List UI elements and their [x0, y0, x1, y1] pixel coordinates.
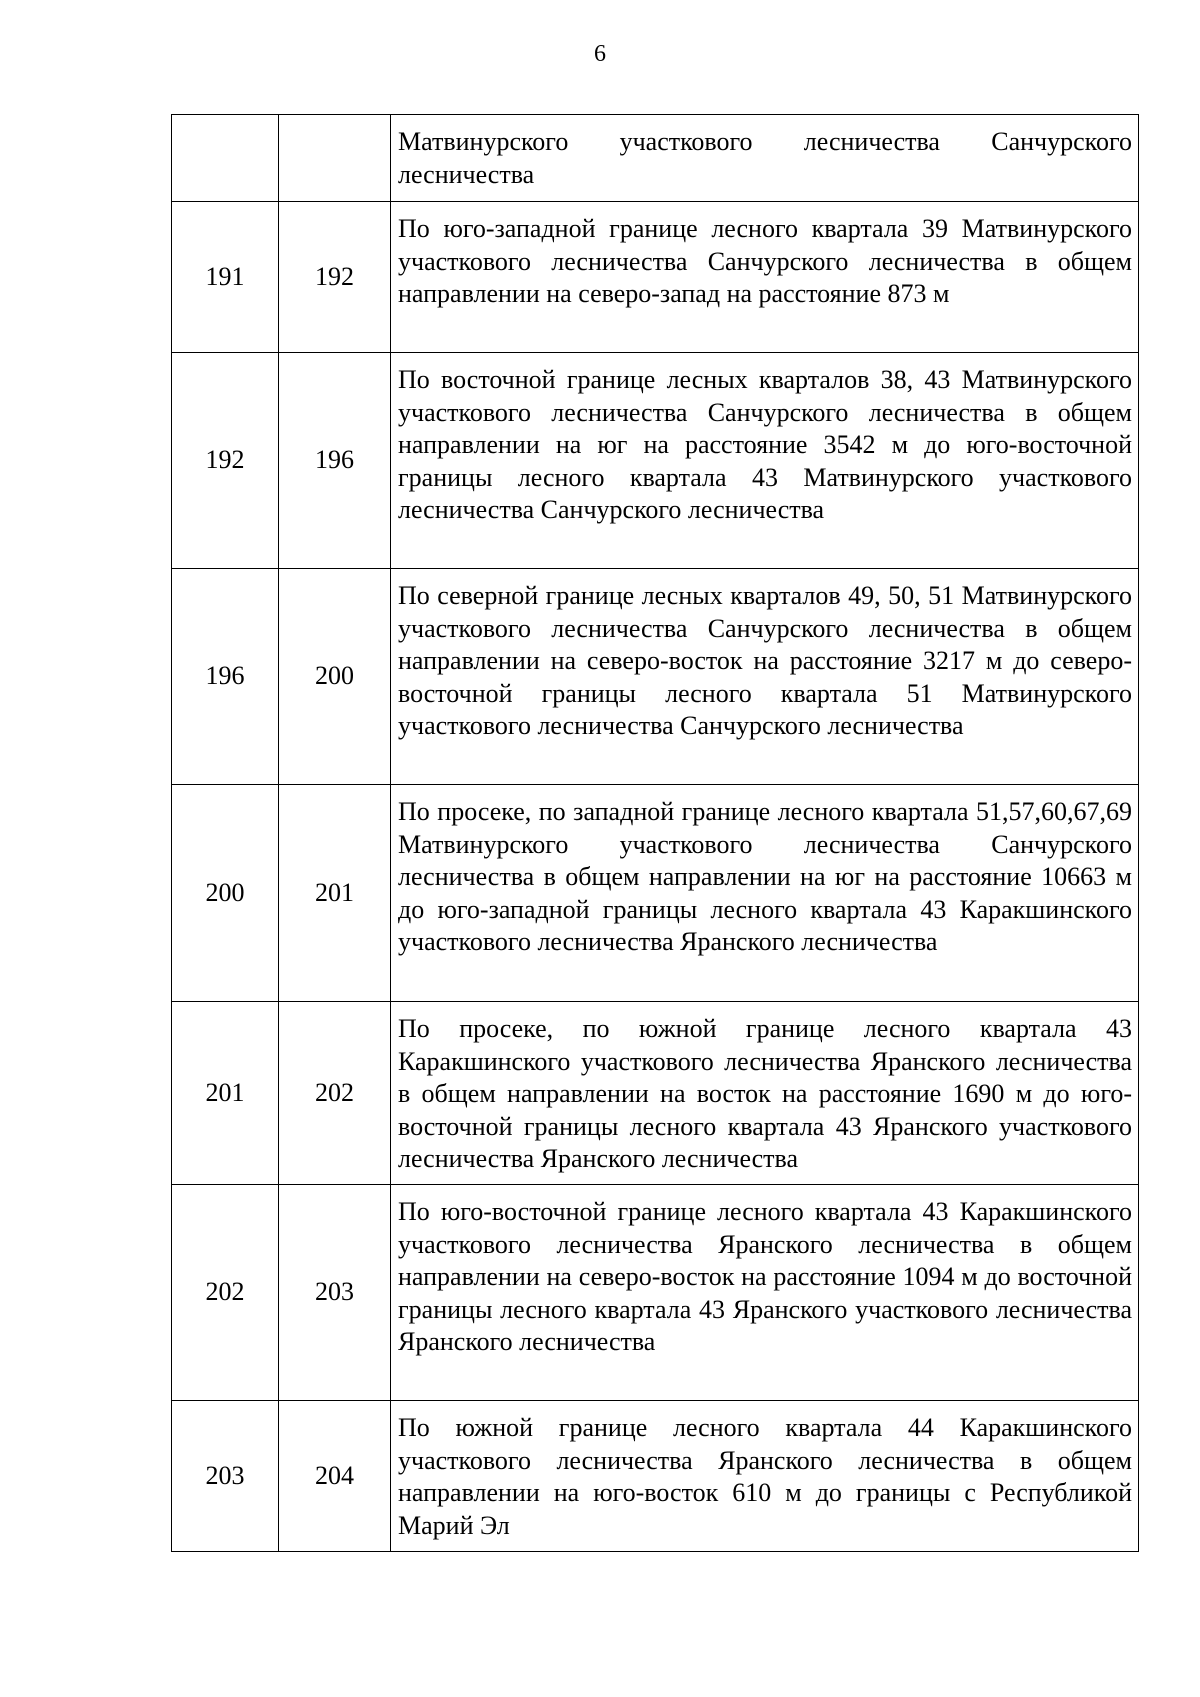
boundary-table	[171, 114, 1139, 1552]
boundary-description: По восточной границе лесных кварталов 38, 43 Матвинурского участкового лесничества Санчурского лесничества в общем направлении на юг на расстояние 3542 м до юго-восточной границы лесного квартала 43 Матвинурского участкового лесничества Санчурского лесничества	[391, 353, 1139, 569]
point-from: 196	[172, 569, 279, 785]
point-to: 201	[279, 785, 391, 1002]
boundary-description: Матвинурского участкового лесничества Санчурского лесничества	[391, 115, 1139, 202]
boundary-description: По юго-западной границе лесного квартала 39 Матвинурского участкового лесничества Санчурского лесничества в общем направлении на северо-запад на расстояние 873 м	[391, 202, 1139, 353]
table-row	[172, 1002, 1139, 1185]
page-number: 6	[594, 41, 606, 67]
point-from: 200	[172, 785, 279, 1002]
table-row	[172, 353, 1139, 569]
point-to: 202	[279, 1002, 391, 1185]
boundary-description: По северной границе лесных кварталов 49, 50, 51 Матвинурского участкового лесничества Санчурского лесничества в общем направлении на северо-восток на расстояние 3217 м до северо-восточной границы лесного квартала 51 Матвинурского участкового лесничества Санчурского лесничества	[391, 569, 1139, 785]
point-to: 204	[279, 1401, 391, 1552]
table-row	[172, 202, 1139, 353]
boundary-description: По просеке, по западной границе лесного квартала 51,57,60,67,69 Матвинурского участкового лесничества Санчурского лесничества в общем направлении на юг на расстояние 10663 м до юго-западной границы лесного квартала 43 Каракшинского участкового лесничества Яранского лесничества	[391, 785, 1139, 1002]
point-from: 191	[172, 202, 279, 353]
table-row	[172, 1401, 1139, 1552]
table-row	[172, 569, 1139, 785]
table-row	[172, 115, 1139, 202]
point-to: 200	[279, 569, 391, 785]
point-from	[172, 115, 279, 202]
point-to: 196	[279, 353, 391, 569]
point-to	[279, 115, 391, 202]
point-from: 203	[172, 1401, 279, 1552]
boundary-description: По южной границе лесного квартала 44 Каракшинского участкового лесничества Яранского лесничества в общем направлении на юго-восток 610 м до границы с Республикой Марий Эл	[391, 1401, 1139, 1552]
point-from: 201	[172, 1002, 279, 1185]
table-row	[172, 1185, 1139, 1401]
point-to: 203	[279, 1185, 391, 1401]
point-from: 202	[172, 1185, 279, 1401]
point-from: 192	[172, 353, 279, 569]
boundary-description: По просеке, по южной границе лесного квартала 43 Каракшинского участкового лесничества Яранского лесничества в общем направлении на восток на расстояние 1690 м до юго-восточной границы лесного квартала 43 Яранского участкового лесничества Яранского лесничества	[391, 1002, 1139, 1185]
point-to: 192	[279, 202, 391, 353]
boundary-description: По юго-восточной границе лесного квартала 43 Каракшинского участкового лесничества Яранского лесничества в общем направлении на северо-восток на расстояние 1094 м до восточной границы лесного квартала 43 Яранского участкового лесничества Яранского лесничества	[391, 1185, 1139, 1401]
table-row	[172, 785, 1139, 1002]
